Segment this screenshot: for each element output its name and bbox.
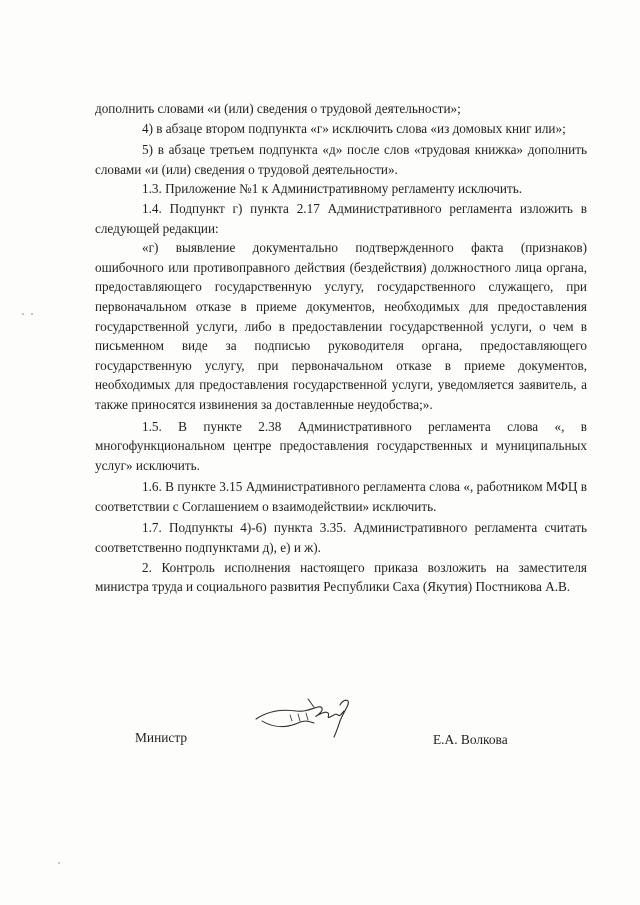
paragraph-quoted-text: «г) выявление документально подтвержденного факта (признаков) ошибочного или противоправного действия (бездействия) должностного лица органа, предоставляющего государственную услугу, государственного служащего, при первоначальном отказе в приеме документов, необходимых для предоставления государственной услуги, либо в предоставлении государственной услуги, о чем в письменном виде за подписью руководителя органа, предоставляющего государственную услугу, при первоначальном отказе в приеме документов, необходимых для предоставления государственной услуги, уведомляется заявитель, а также приносятся извинения за доставленные неудобства;». bbox=[95, 240, 587, 412]
paragraph-item-4: 4) в абзаце втором подпункта «г» исключить слова «из домовых книг или»; bbox=[142, 120, 566, 136]
paragraph-1-5: 1.5. В пункте 2.38 Административного регламента слова «, в многофункциональном центре предоставления государственных и муниципальных услуг» исключить. bbox=[95, 418, 587, 473]
paragraph-2: 2. Контроль исполнения настоящего приказа возложить на заместителя министра труда и социального развития Республики Саха (Якутия) Постникова А.В. bbox=[95, 559, 587, 595]
document-body bbox=[95, 99, 587, 597]
scan-speck bbox=[31, 313, 33, 315]
paragraph-item-5: 5) в абзаце третьем подпункта «д» после слов «трудовая книжка» дополнить словами «и (или) сведения о трудовой деятельности». bbox=[95, 142, 587, 177]
scan-speck bbox=[22, 313, 24, 315]
paragraph-1-4: 1.4. Подпункт г) пункта 2.17 Административного регламента изложить в следующей редакции: bbox=[95, 200, 587, 236]
handwritten-signature bbox=[248, 697, 358, 747]
paragraph-1-6: 1.6. В пункте 3.15 Административного регламента слова «, работником МФЦ в соответствии с Соглашением о взаимодействии» исключить. bbox=[95, 479, 587, 514]
signatory-title: Министр bbox=[135, 730, 188, 745]
signature-block bbox=[0, 724, 640, 774]
paragraph-1-7: 1.7. Подпункты 4)-6) пункта 3.35. Административного регламента считать соответственно подпунктами д), е) и ж). bbox=[95, 520, 587, 556]
paragraph-continuation: дополнить словами «и (или) сведения о трудовой деятельности»; bbox=[95, 101, 461, 116]
signatory-name: Е.А. Волкова bbox=[433, 732, 508, 747]
paragraph-1-3: 1.3. Приложение №1 к Административному регламенту исключить. bbox=[142, 181, 523, 197]
scan-speck bbox=[58, 862, 60, 864]
